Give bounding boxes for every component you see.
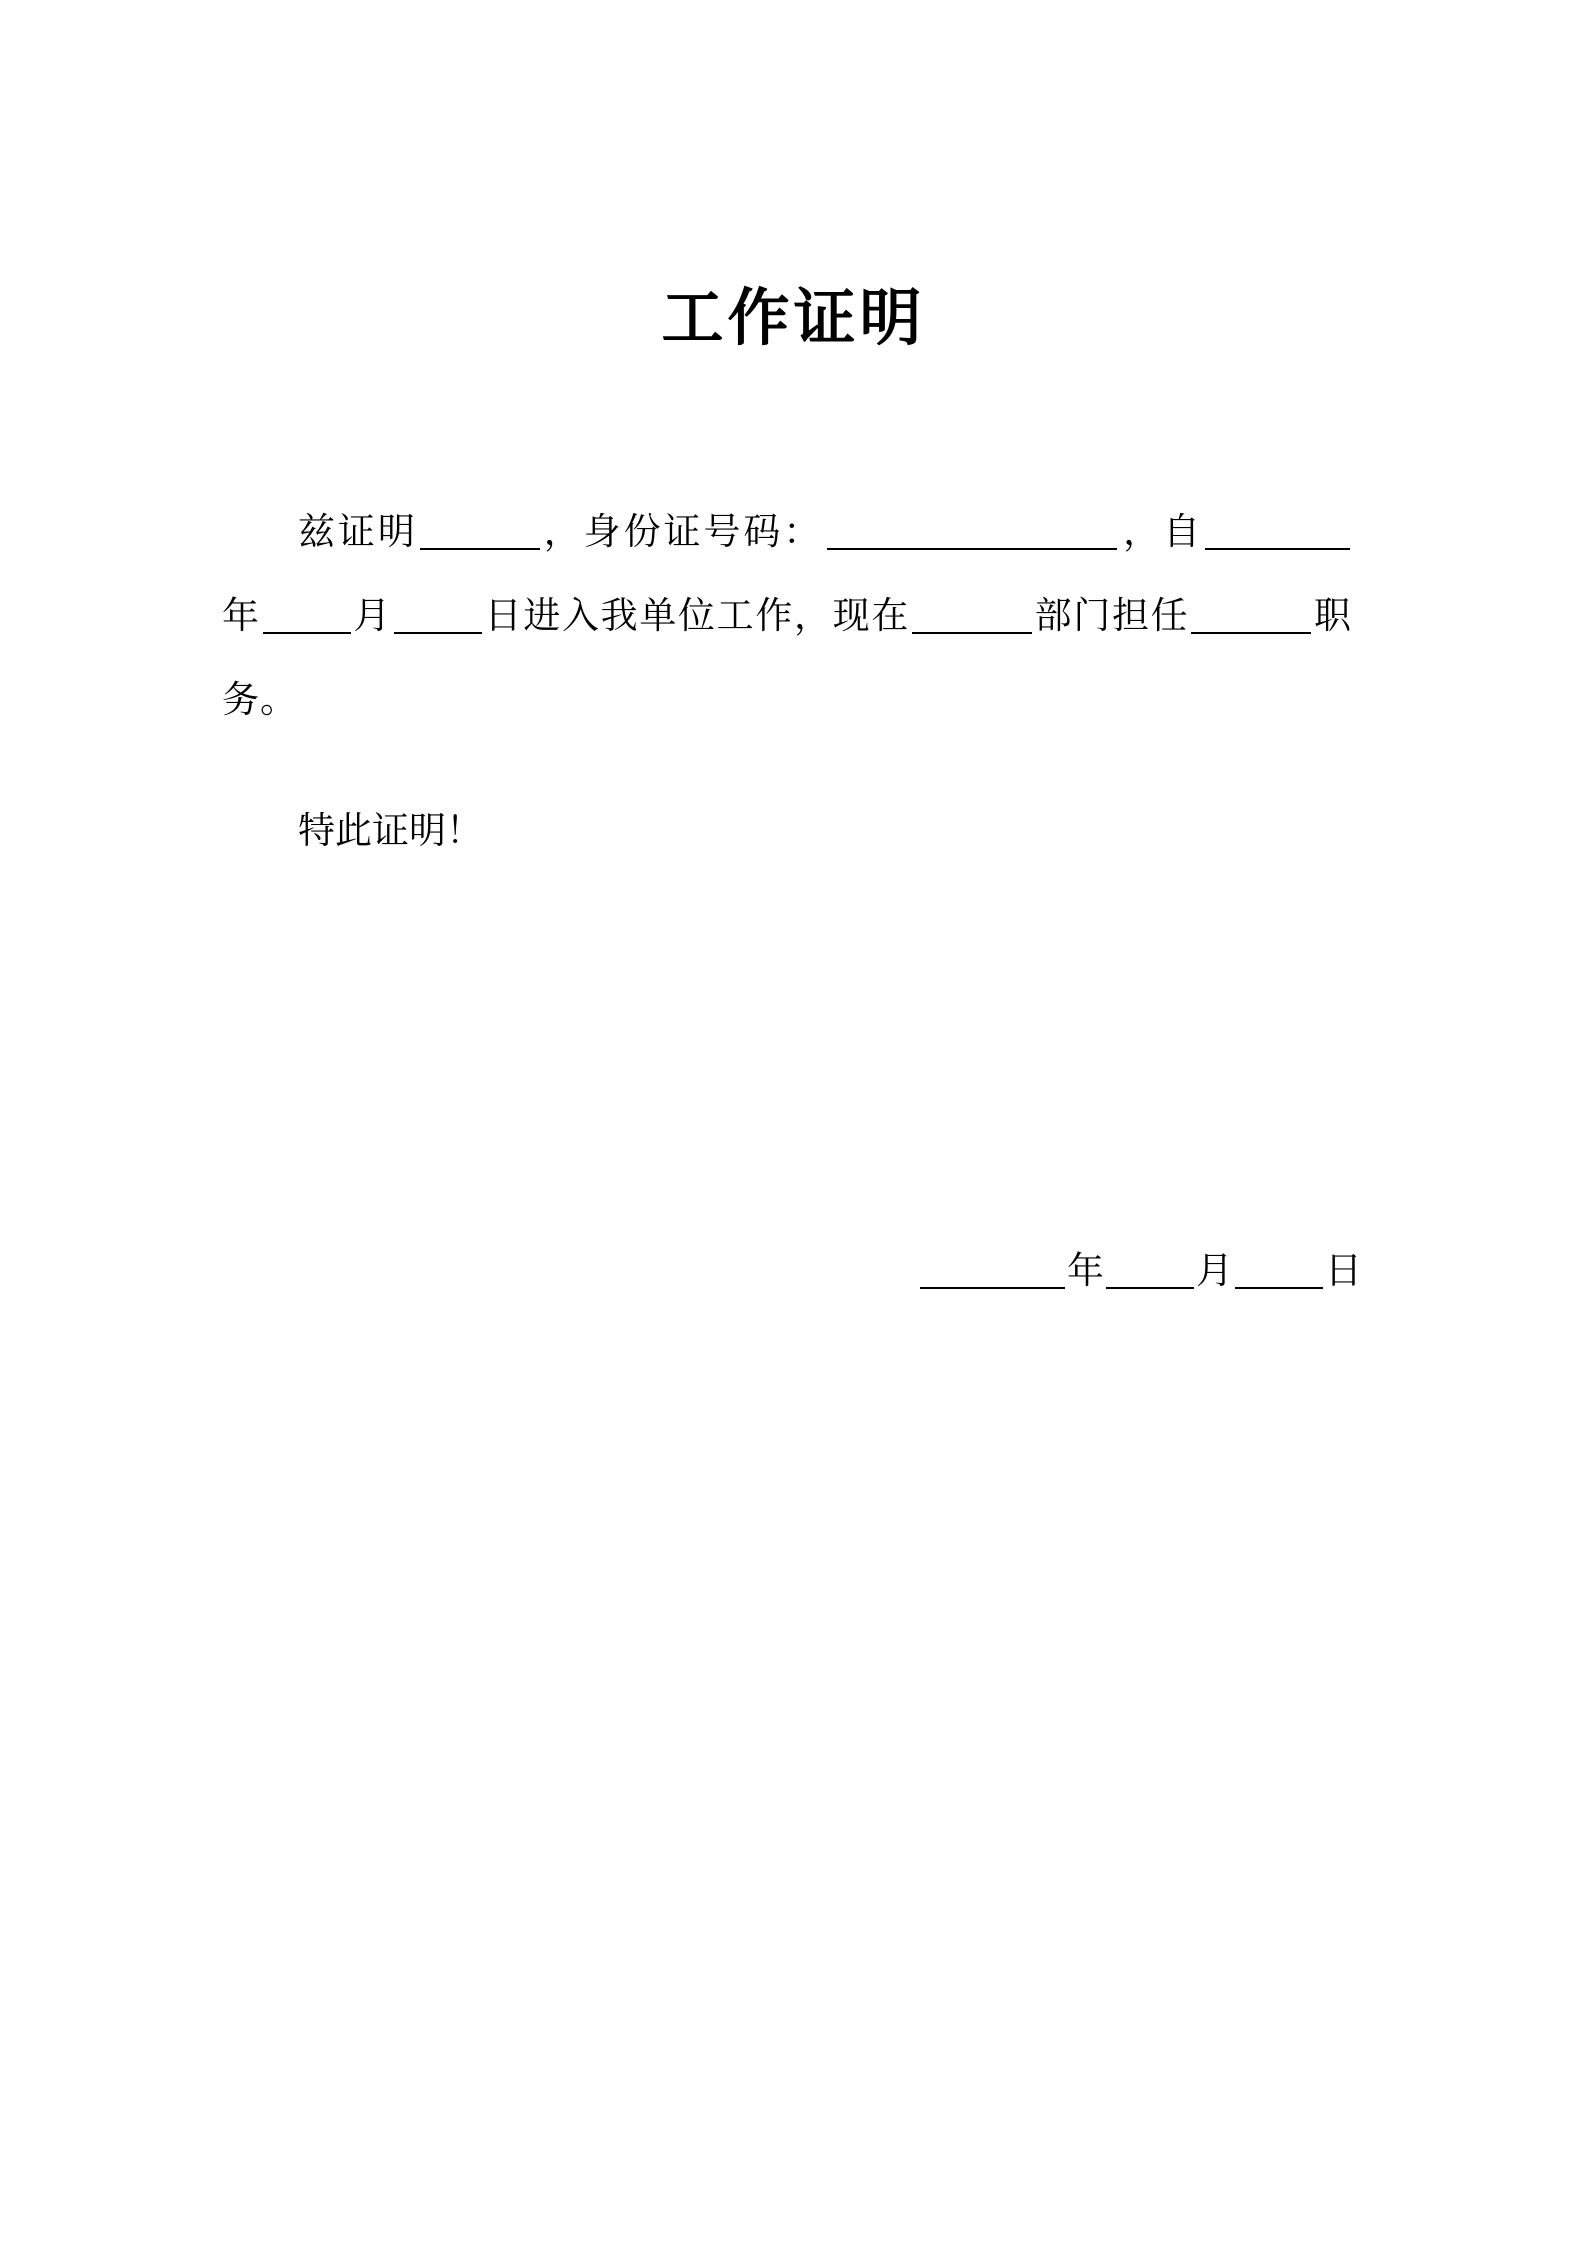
- sign-year-blank[interactable]: [920, 1287, 1065, 1289]
- department-blank[interactable]: [912, 632, 1032, 634]
- position-blank[interactable]: [1191, 632, 1311, 634]
- sign-day-blank[interactable]: [1235, 1287, 1323, 1289]
- paragraph-segment-8: 职务。: [222, 594, 1353, 721]
- page-title: 工作证明: [661, 281, 926, 354]
- closing-statement: 特此证明！: [298, 809, 483, 852]
- sign-day-label: 日: [1325, 1249, 1362, 1292]
- sign-month-blank[interactable]: [1106, 1287, 1194, 1289]
- paragraph-segment-7: 部门担任: [1034, 594, 1190, 637]
- start-year-blank[interactable]: [1205, 548, 1350, 550]
- id-number-blank[interactable]: [827, 548, 1117, 550]
- start-day-blank[interactable]: [394, 632, 482, 634]
- document-body: [222, 490, 1352, 742]
- name-blank[interactable]: [420, 548, 540, 550]
- paragraph-segment-1: 兹证明: [298, 510, 418, 553]
- sign-month-label: 月: [1196, 1249, 1233, 1292]
- paragraph-segment-4: 年: [222, 594, 261, 637]
- signature-date-line: [918, 1240, 1362, 1294]
- paragraph-segment-6: 日进入我单位工作，现在: [484, 594, 911, 637]
- sign-year-label: 年: [1067, 1249, 1104, 1292]
- paragraph-segment-2: ，身份证号码：: [541, 510, 824, 553]
- paragraph-segment-3: ，自: [1121, 510, 1204, 553]
- start-month-blank[interactable]: [263, 632, 351, 634]
- certification-paragraph: [222, 490, 1352, 742]
- paragraph-segment-5: 月: [352, 594, 393, 637]
